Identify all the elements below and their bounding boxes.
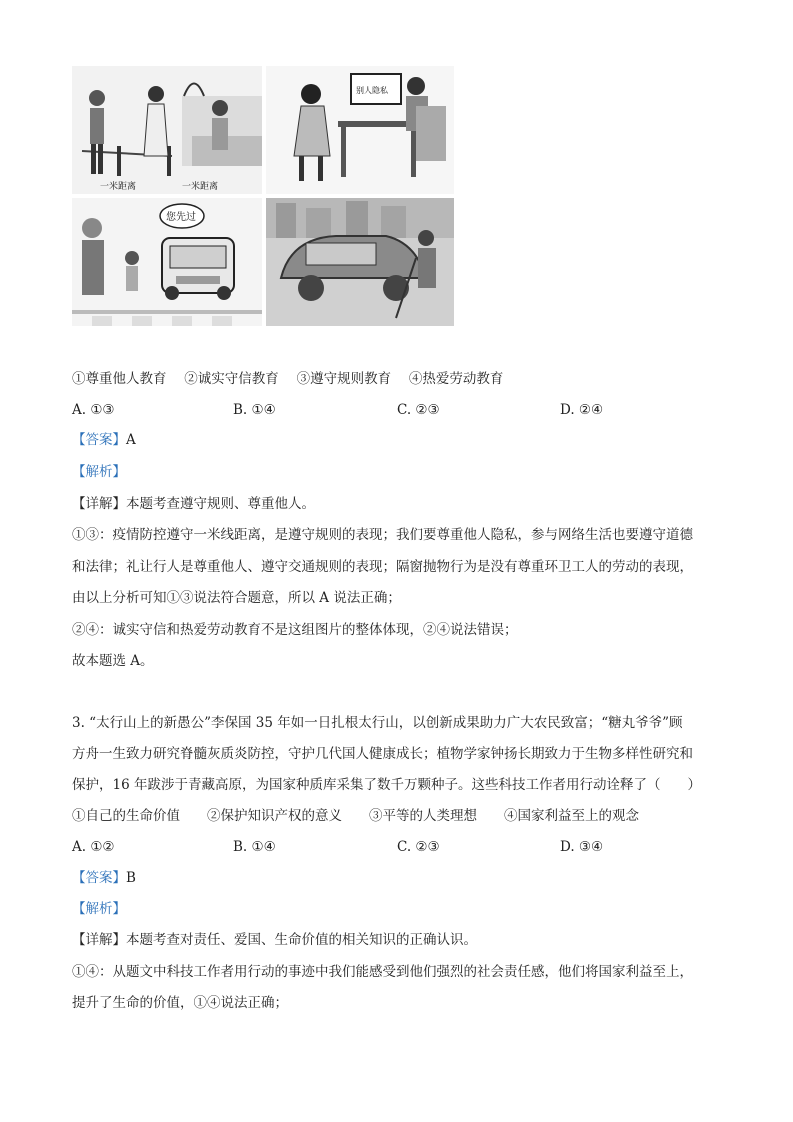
q2-analysis-line: 故本题选 A。 xyxy=(72,653,154,669)
q2-analysis-line: 和法律；礼让行人是尊重他人、遵守交通规则的表现；隔窗抛物行为是没有尊重环卫工人的劳动的表现， xyxy=(72,559,693,575)
q3-analysis-line: 提升了生命的价值，①④说法正确； xyxy=(72,995,288,1011)
q3-analysis-line: ①④：从题文中科技工作者用行动的事迹中我们能感受到他们强烈的社会责任感，他们将国家利益至上， xyxy=(72,964,693,980)
speech-bubble: 您先过 xyxy=(166,212,196,223)
q2-answer-line xyxy=(72,430,136,450)
caption-right: 一米距离 xyxy=(182,182,219,192)
q3-stem-line: 方舟一生致力研究脊髓灰质炎防控，守护几代国人健康成长；植物学家钟扬长期致力于生物多样性研究和 xyxy=(72,746,693,762)
panel-yield-pedestrian xyxy=(72,198,262,326)
answer-tag: 【答案】 xyxy=(72,870,126,886)
answer-tag: 【答案】 xyxy=(72,432,126,448)
panel-one-meter-line xyxy=(72,66,262,194)
caption-left: 一米距离 xyxy=(100,182,137,192)
q3-detail: 【详解】本题考查对责任、爱国、生命价值的相关知识的正确认识。 xyxy=(72,932,477,948)
q2-analysis-line: ①③：疫情防控遵守一米线距离，是遵守规则的表现；我们要尊重他人隐私，参与网络生活也要遵守道德 xyxy=(72,527,693,543)
q3-statements: ①自己的生命价值 ②保护知识产权的意义 ③平等的人类理想 ④国家利益至上的观念 xyxy=(72,808,639,824)
q2-option-c: C. ②③ xyxy=(397,402,440,418)
screen-text: 别人隐私 xyxy=(356,86,388,95)
q2-detail: 【详解】本题考查遵守规则、尊重他人。 xyxy=(72,496,315,512)
answer-value: A xyxy=(126,432,136,448)
q3-option-d: D. ③④ xyxy=(560,839,604,855)
littering-illustration xyxy=(266,198,454,326)
panel-littering xyxy=(266,198,454,326)
q2-analysis-line: ②④：诚实守信和热爱劳动教育不是这组图片的整体体现，②④说法错误； xyxy=(72,622,518,638)
q2-option-a: A. ①③ xyxy=(72,402,115,418)
q3-option-a: A. ①② xyxy=(72,839,115,855)
panel-privacy-computer xyxy=(266,66,454,194)
q2-option-b: B. ①④ xyxy=(233,402,276,418)
q2-statements: ①尊重他人教育 ②诚实守信教育 ③遵守规则教育 ④热爱劳动教育 xyxy=(72,371,504,387)
q3-analysis-tag: 【解析】 xyxy=(72,901,126,917)
q3-stem-line: 保护，16 年跋涉于青藏高原，为国家种质库采集了数千万颗种子。这些科技工作者用行动诠释了（ ） xyxy=(72,777,701,793)
q3-option-c: C. ②③ xyxy=(397,839,440,855)
q3-option-b: B. ①④ xyxy=(233,839,276,855)
q3-stem-line: 3. “太行山上的新愚公”李保国 35 年如一日扎根太行山，以创新成果助力广大农民致富；“糖丸爷爷”顾 xyxy=(72,715,683,731)
q2-analysis-line: 由以上分析可知①③说法符合题意，所以 A 说法正确； xyxy=(72,590,401,606)
illustration-grid xyxy=(72,66,454,326)
q2-option-d: D. ②④ xyxy=(560,402,604,418)
answer-value: B xyxy=(126,870,136,886)
computer-illustration xyxy=(266,66,454,194)
q3-answer-line xyxy=(72,868,136,888)
yield-illustration xyxy=(72,198,262,326)
queue-illustration xyxy=(72,66,262,194)
q2-analysis-tag: 【解析】 xyxy=(72,464,126,480)
